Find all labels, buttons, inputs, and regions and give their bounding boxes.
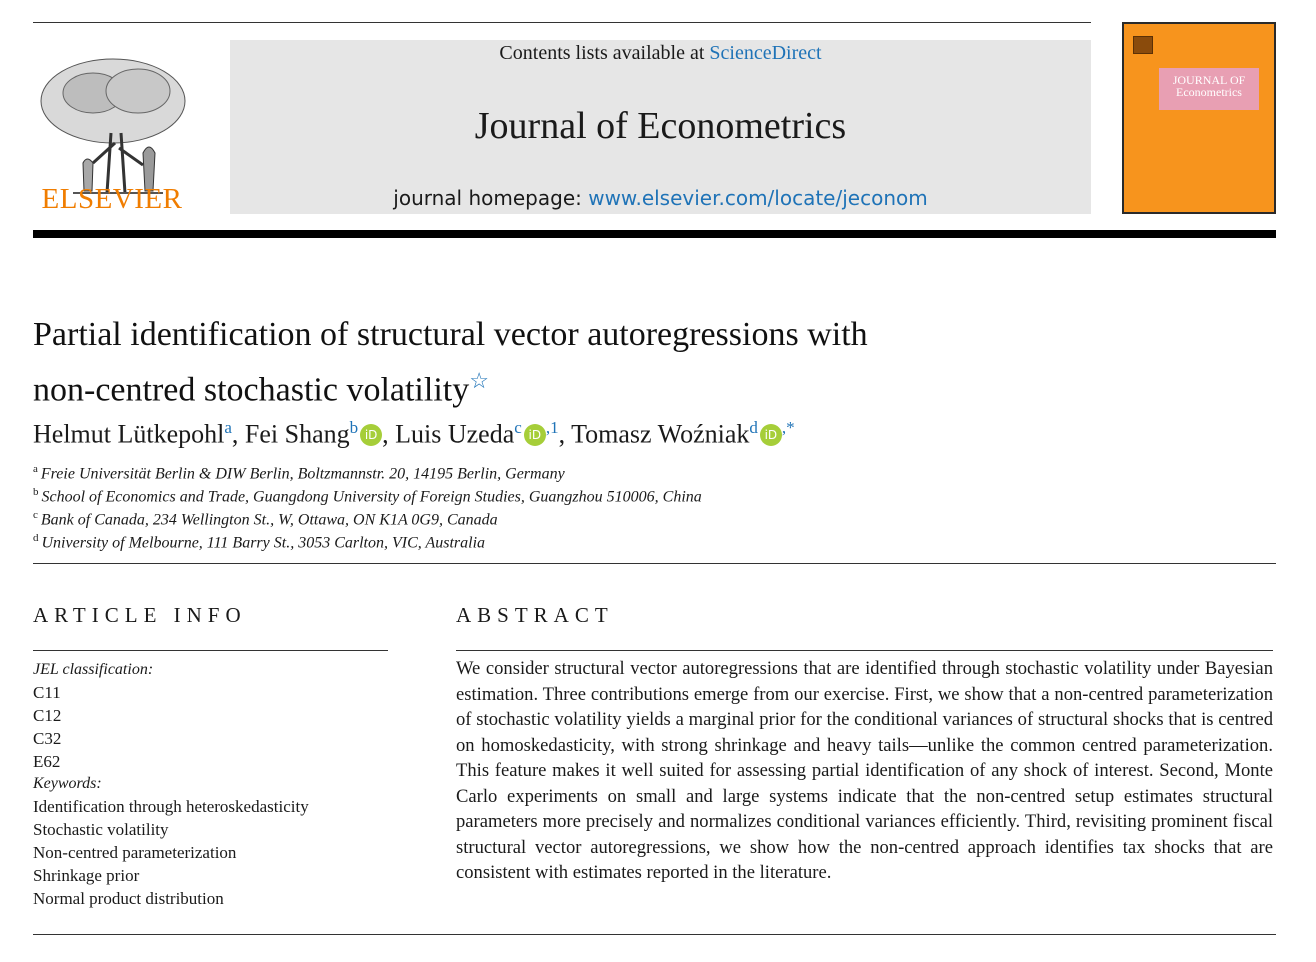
affiliation-label: a (33, 463, 38, 475)
article-info-rule (33, 650, 388, 651)
abstract-heading: ABSTRACT (456, 603, 614, 627)
article-info-list (33, 658, 388, 910)
masthead-bottom-rule (33, 230, 1276, 238)
jel-code: E62 (33, 752, 61, 771)
author-name[interactable]: Luis Uzeda (395, 419, 515, 449)
sciencedirect-link[interactable]: ScienceDirect (709, 42, 822, 64)
page-bottom-rule (33, 934, 1276, 935)
keywords-label: Keywords: (33, 775, 102, 792)
cover-title-line1: JOURNAL OF (1172, 73, 1246, 87)
author-name[interactable]: Fei Shang (244, 419, 350, 449)
jel-code: C32 (33, 729, 62, 748)
keyword: Normal product distribution (33, 889, 224, 908)
keyword: Identification through heteroskedasticity (33, 797, 309, 816)
article-info-heading: ARTICLE INFO (33, 603, 247, 627)
jel-code: C11 (33, 683, 61, 702)
affiliation (33, 532, 485, 552)
article-title (33, 312, 1133, 413)
article-title-line2: non-centred stochastic volatility (33, 371, 470, 409)
affiliation-text: Freie Universität Berlin & DIW Berlin, Boltzmannstr. 20, 14195 Berlin, Germany (40, 465, 565, 483)
cover-title (1159, 74, 1259, 98)
affiliations-bottom-rule (33, 563, 1276, 564)
contents-prefix: Contents lists available at (499, 42, 710, 64)
abstract-body: We consider structural vector autoregressions that are identified through stochastic volatility under Bayesian estimation. Three contributions emerge from our exercise. First, we show that a non-centred parameterization of stochastic volatility yields a marginal prior for the conditional variances of structural shocks that is centred on homoskedasticity, with strong shrinkage and heavy tails—unlike the common centred parameterization. This feature makes it well suited for assessing partial identification of any shock of interest. Second, Monte Carlo experiments on small and large systems indicate that the non-centred setup estimates structural parameters more precisely and normalizes conditional variances efficiently. Third, revisiting prominent fiscal structural vector autoregressions, we show how the non-centred approach identifies tax shocks that are consistent with estimates reported in the literature. (456, 658, 1273, 883)
orcid-icon[interactable]: iD (760, 424, 782, 446)
corresponding-author-marker[interactable]: ,* (781, 418, 795, 437)
homepage-prefix: journal homepage: (393, 186, 589, 210)
author-affil-marker[interactable]: b (349, 418, 359, 437)
author-list: Helmut Lütkepohl$^a$, Fei Shang$^b$ iD , Luis Uzeda$^c$ iD $^{,1}$, Tomasz Woźniak$^d$ iD ,* (33, 418, 795, 449)
affiliation (33, 486, 702, 506)
jel-label: JEL classification: (33, 661, 154, 678)
keyword: Stochastic volatility (33, 820, 169, 839)
abstract-rule (456, 650, 1273, 651)
affiliation-text: Bank of Canada, 234 Wellington St., W, Ottawa, ON K1A 0G9, Canada (40, 511, 498, 529)
affiliation-text: School of Economics and Trade, Guangdong University of Foreign Studies, Guangzhou 510006, China (41, 488, 702, 506)
affiliation-label: d (33, 532, 39, 544)
orcid-icon[interactable]: iD (524, 424, 546, 446)
affiliation (33, 509, 498, 529)
jel-code: C12 (33, 706, 62, 725)
elsevier-wordmark: ELSEVIER (41, 183, 183, 215)
orcid-icon[interactable]: iD (360, 424, 382, 446)
author-affil-marker[interactable]: d (749, 418, 758, 437)
top-rule (33, 22, 1091, 23)
contents-availability-line (230, 40, 1091, 66)
author-affil-marker[interactable]: c (514, 418, 522, 437)
author-name[interactable]: Helmut Lütkepohl (33, 419, 225, 449)
journal-homepage-line (230, 186, 1091, 210)
cover-title-line2: Econometrics (1176, 85, 1242, 99)
cover-publisher-icon (1133, 36, 1153, 54)
journal-title: Journal of Econometrics (474, 105, 847, 147)
keyword: Shrinkage prior (33, 866, 140, 885)
affiliation-label: b (33, 486, 39, 498)
article-title-line1: Partial identification of structural vector autoregressions with (33, 316, 868, 353)
author-name[interactable]: Tomasz Woźniak (571, 419, 750, 449)
keyword: Non-centred parameterization (33, 843, 237, 862)
author-footnote-marker[interactable]: ,1 (545, 418, 559, 437)
affiliation-label: c (33, 509, 38, 521)
affiliation-text: University of Melbourne, 111 Barry St., 3053 Carlton, VIC, Australia (41, 534, 486, 552)
title-footnote-star[interactable]: ☆ (469, 368, 489, 393)
author-affil-marker[interactable]: a (224, 418, 232, 437)
affiliation (33, 463, 565, 483)
homepage-link[interactable]: www.elsevier.com/locate/jeconom (588, 186, 928, 210)
